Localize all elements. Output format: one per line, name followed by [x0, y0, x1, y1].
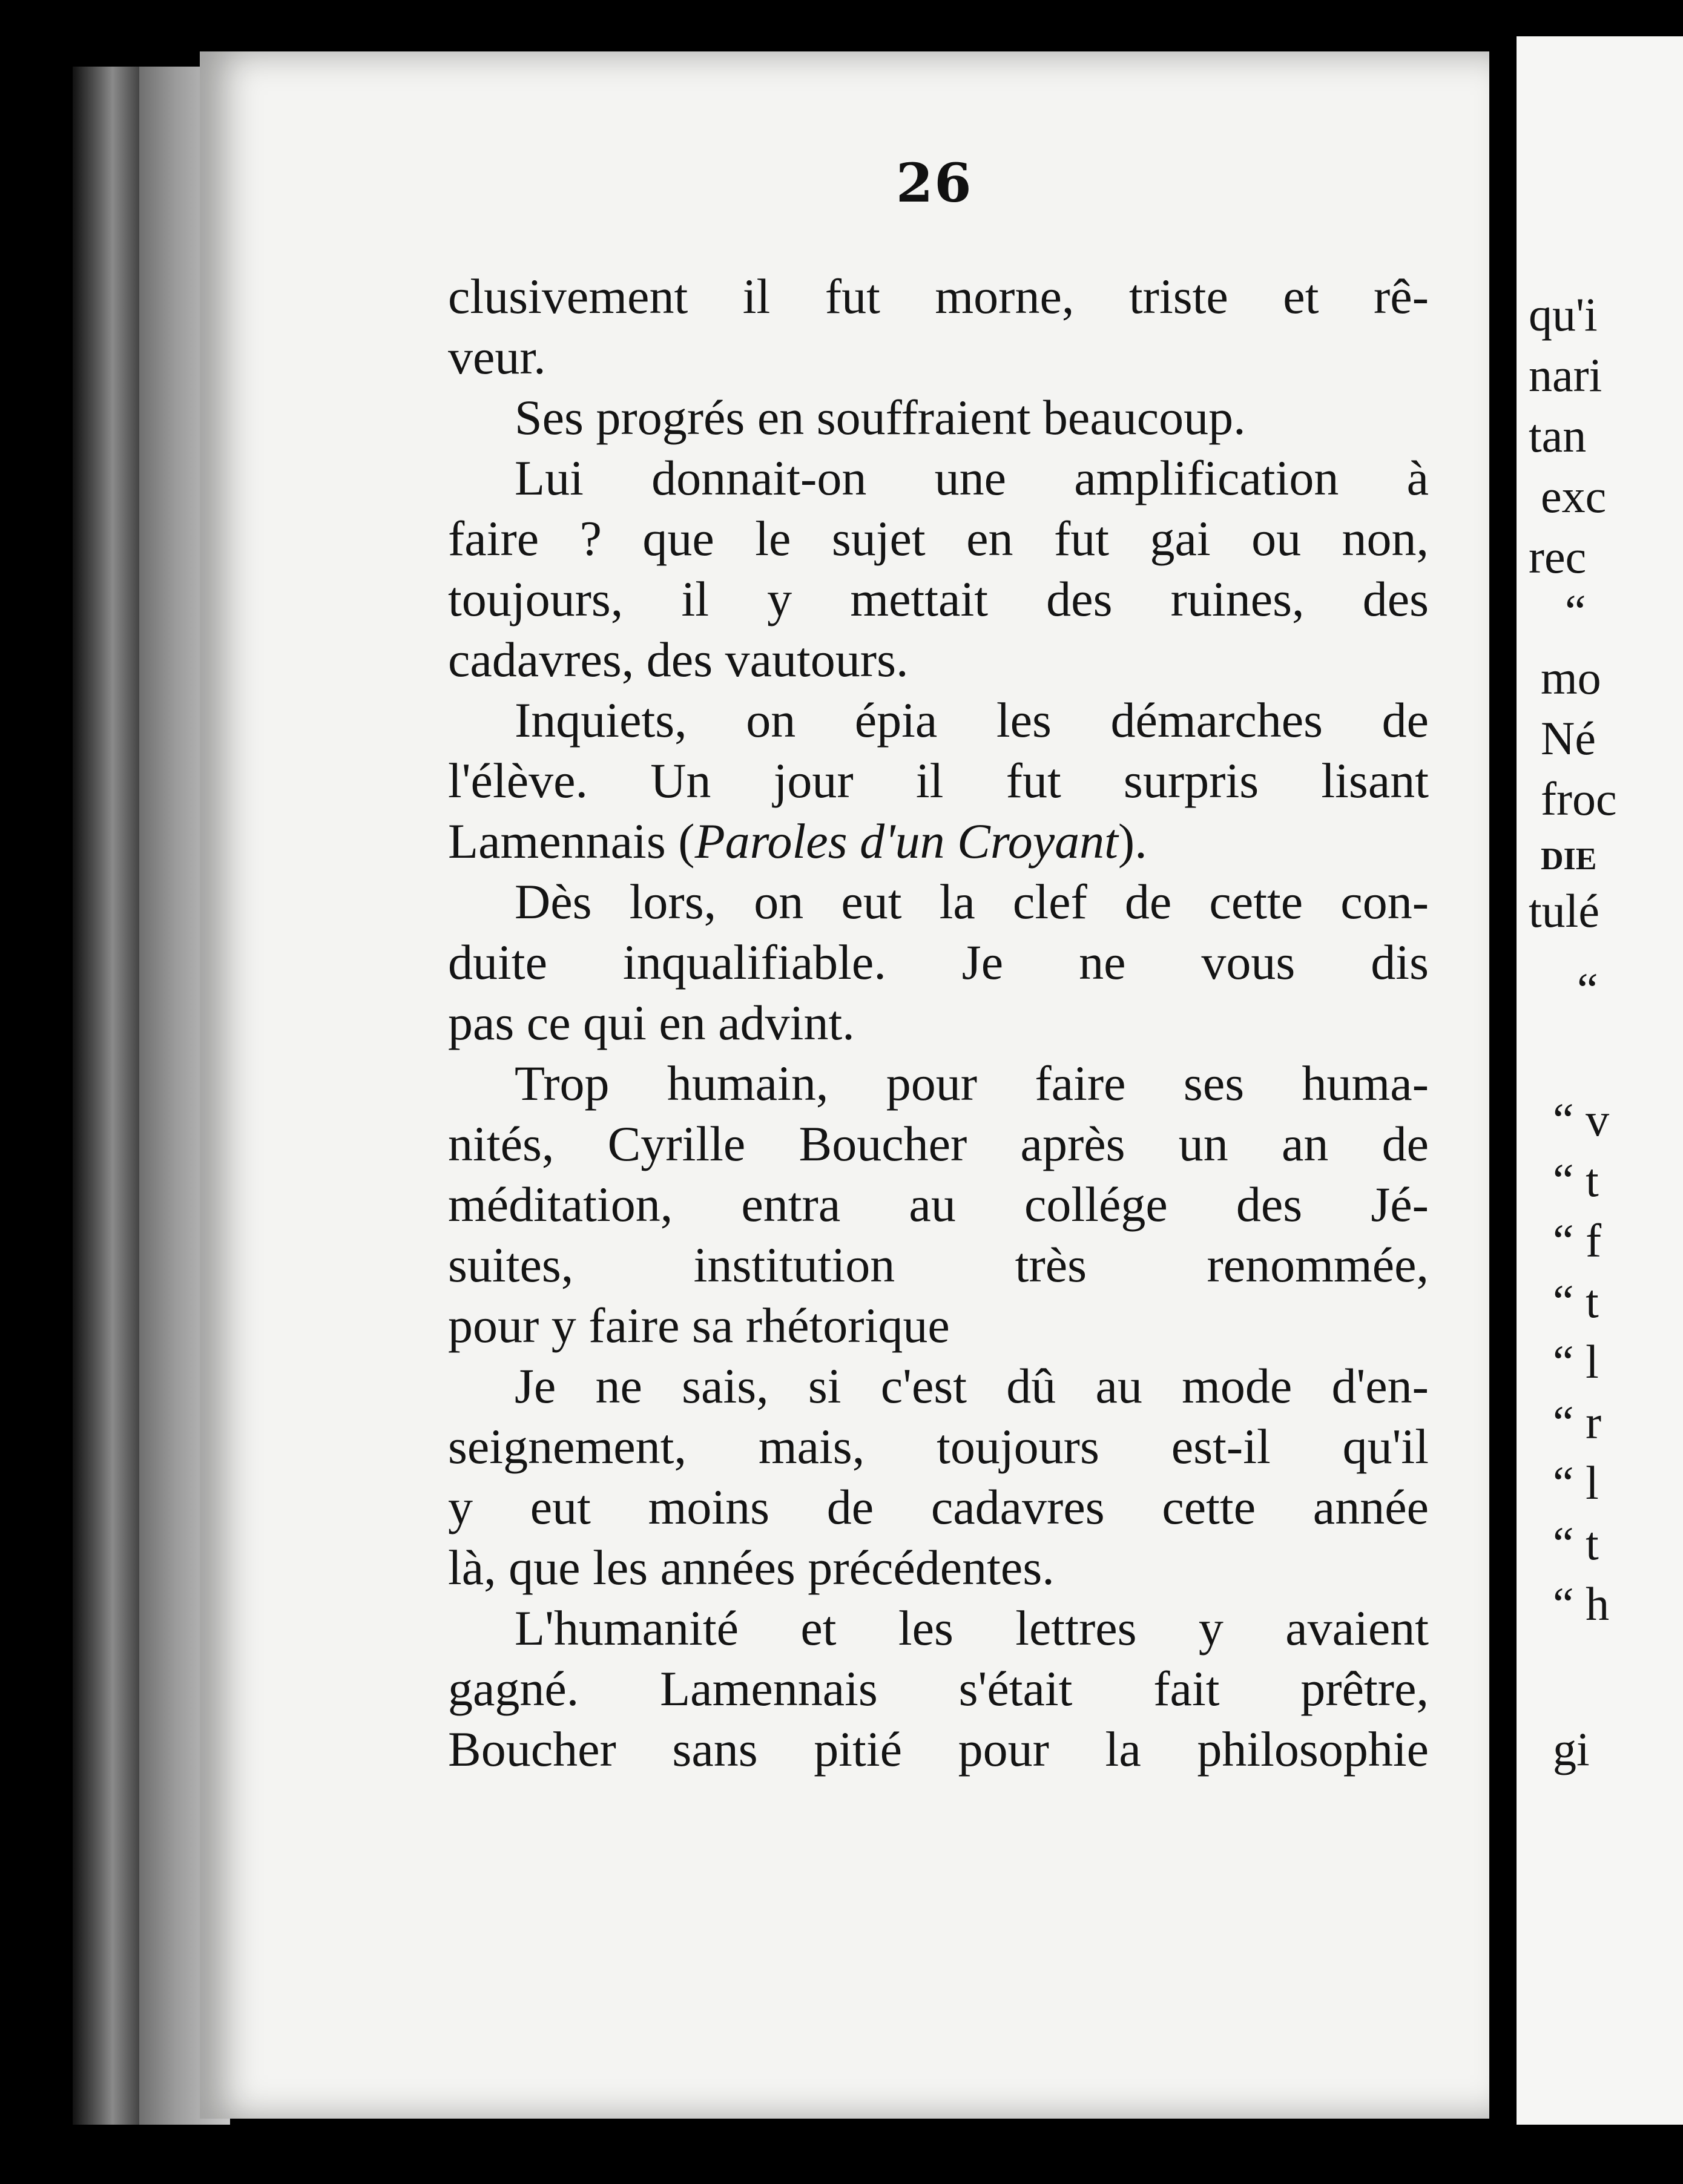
text-line: cadavres, des vautours.: [448, 632, 909, 687]
text-fragment: ).: [1118, 814, 1147, 869]
facing-fragment: “ t: [1553, 1275, 1599, 1327]
facing-fragment: nari: [1529, 349, 1602, 401]
facing-fragment: “: [1565, 585, 1586, 637]
text-line: là, que les années précédentes.: [448, 1540, 1055, 1595]
page-gap: [1489, 36, 1517, 2137]
text-line: toujours, il y mettait des ruines, des: [448, 571, 1429, 627]
facing-fragment: rec: [1529, 530, 1587, 583]
text-line: suites, institution très renommée,: [448, 1237, 1429, 1292]
facing-fragment: gi: [1553, 1723, 1590, 1775]
facing-fragment: qu'i: [1529, 288, 1598, 341]
text-line: clusivement il fut morne, triste et rê-: [448, 269, 1429, 324]
facing-fragment: tulé: [1529, 884, 1599, 937]
facing-fragment: “ t: [1553, 1517, 1599, 1570]
text-line: duite inqualifiable. Je ne vous dis: [448, 935, 1429, 990]
facing-fragment: “: [1577, 963, 1598, 1016]
facing-fragment: exc: [1541, 470, 1607, 522]
facing-fragment: “ v: [1553, 1093, 1610, 1146]
facing-fragment: tan: [1529, 409, 1587, 462]
text-line: méditation, entra au collége des Jé-: [448, 1177, 1429, 1232]
text-line: Je ne sais, si c'est dû au mode d'en-: [515, 1358, 1429, 1413]
text-line: nités, Cyrille Boucher après un an de: [448, 1116, 1429, 1171]
facing-fragment: mo: [1541, 651, 1601, 704]
text-line: veur.: [448, 329, 546, 384]
text-line: y eut moins de cadavres cette année: [448, 1479, 1429, 1534]
book-spine-shadow: [73, 67, 139, 2125]
facing-fragment: “ t: [1553, 1154, 1599, 1206]
text-line: gagné. Lamennais s'était fait prêtre,: [448, 1661, 1429, 1716]
facing-fragment: “ r: [1553, 1396, 1602, 1449]
text-line: Dès lors, on eut la clef de cette con-: [515, 874, 1429, 929]
page-number: 26: [896, 151, 973, 214]
text-line: L'humanité et les lettres y avaient: [515, 1600, 1429, 1656]
facing-fragment: DIE: [1541, 842, 1597, 877]
text-line: l'élève. Un jour il fut surpris lisant: [448, 753, 1429, 808]
text-line: Trop humain, pour faire ses huma-: [515, 1056, 1429, 1111]
text-line: Lui donnait-on une amplification à: [515, 450, 1429, 505]
text-fragment: Lamennais (: [448, 814, 695, 869]
text-line: faire ? que le sujet en fut gai ou non,: [448, 511, 1429, 566]
text-line: seignement, mais, toujours est-il qu'il: [448, 1419, 1429, 1474]
facing-fragment: “ l: [1553, 1456, 1599, 1509]
book-title-italic: Paroles d'un Croyant: [694, 814, 1118, 869]
page-body-text: [448, 266, 1429, 1780]
facing-fragment: froc: [1541, 772, 1617, 825]
facing-fragment: “ h: [1553, 1577, 1610, 1630]
text-line: Boucher sans pitié pour la philosophie: [448, 1722, 1429, 1777]
facing-fragment: “ l: [1553, 1335, 1599, 1388]
facing-fragment: “ f: [1553, 1214, 1602, 1267]
facing-fragment: Né: [1541, 712, 1596, 765]
text-line: pas ce qui en advint.: [448, 995, 855, 1050]
text-line: pour y faire sa rhétorique: [448, 1298, 950, 1353]
text-line: [448, 811, 1429, 872]
text-line: Inquiets, on épia les démarches de: [515, 692, 1429, 748]
text-line: Ses progrés en souffraient beaucoup.: [515, 390, 1246, 445]
